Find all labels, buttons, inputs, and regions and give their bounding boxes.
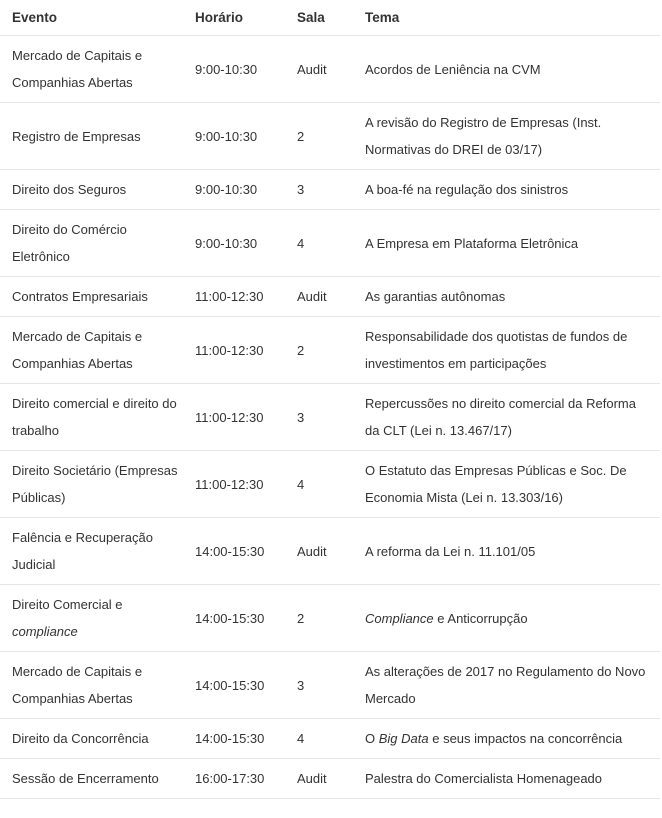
table-row [0,277,660,317]
horario-cell: 11:00-12:30 [183,317,285,384]
horario-cell: 14:00-15:30 [183,652,285,719]
table-row [0,384,660,451]
tema-text: e Anticorrupção [433,610,528,626]
tema-cell: A reforma da Lei n. 11.101/05 [353,518,660,585]
tema-cell: A boa-fé na regulação dos sinistros [353,170,660,210]
tema-cell [353,719,660,759]
sala-cell: 2 [285,585,353,652]
tema-cell: As garantias autônomas [353,277,660,317]
table-row [0,36,660,103]
tema-text-post: e seus impactos na concorrência [428,731,623,746]
header-horario: Horário [183,0,285,36]
header-evento: Evento [0,0,183,36]
sala-cell: 4 [285,210,353,277]
evento-cell: Contratos Empresariais [0,277,183,317]
horario-cell: 9:00-10:30 [183,103,285,170]
horario-cell: 11:00-12:30 [183,451,285,518]
header-tema: Tema [353,0,660,36]
sala-cell: 4 [285,451,353,518]
sala-cell: Audit [285,277,353,317]
evento-cell: Direito da Concorrência [0,719,183,759]
tema-cell: Acordos de Leniência na CVM [353,36,660,103]
horario-cell: 11:00-12:30 [183,277,285,317]
sala-cell: 3 [285,384,353,451]
sala-cell: Audit [285,759,353,799]
tema-cell: Repercussões no direito comercial da Reforma da CLT (Lei n. 13.467/17) [353,384,660,451]
evento-emphasis: compliance [12,624,78,639]
tema-emphasis: Big Data [378,731,429,746]
table-row [0,585,660,652]
tema-cell: As alterações de 2017 no Regulamento do Novo Mercado [353,652,660,719]
table-row [0,103,660,170]
tema-cell: O Estatuto das Empresas Públicas e Soc. De Economia Mista (Lei n. 13.303/16) [353,451,660,518]
sala-cell: 2 [285,317,353,384]
tema-cell: A revisão do Registro de Empresas (Inst. Normativas do DREI de 03/17) [353,103,660,170]
horario-cell: 9:00-10:30 [183,170,285,210]
evento-cell: Direito comercial e direito do trabalho [0,384,183,451]
evento-cell: Direito Societário (Empresas Públicas) [0,451,183,518]
evento-cell: Registro de Empresas [0,103,183,170]
horario-cell: 14:00-15:30 [183,585,285,652]
header-sala: Sala [285,0,353,36]
evento-cell: Mercado de Capitais e Companhias Abertas [0,36,183,103]
horario-cell: 16:00-17:30 [183,759,285,799]
horario-cell: 11:00-12:30 [183,384,285,451]
tema-cell [353,585,660,652]
table-row [0,170,660,210]
sala-cell: Audit [285,518,353,585]
table-row [0,759,660,799]
tema-cell: Responsabilidade dos quotistas de fundos de investimentos em participações [353,317,660,384]
table-row [0,451,660,518]
evento-cell: Falência e Recuperação Judicial [0,518,183,585]
evento-cell: Direito do Comércio Eletrônico [0,210,183,277]
evento-cell [0,585,183,652]
evento-text: Direito Comercial e [12,597,123,612]
sala-cell: Audit [285,36,353,103]
horario-cell: 9:00-10:30 [183,210,285,277]
tema-text-pre: O [365,731,379,746]
tema-cell: Palestra do Comercialista Homenageado [353,759,660,799]
header-row [0,0,660,36]
sala-cell: 4 [285,719,353,759]
table-row [0,652,660,719]
table-row [0,317,660,384]
evento-cell: Direito dos Seguros [0,170,183,210]
sala-cell: 3 [285,170,353,210]
sala-cell: 3 [285,652,353,719]
horario-cell: 14:00-15:30 [183,518,285,585]
table-row [0,518,660,585]
evento-cell: Mercado de Capitais e Companhias Abertas [0,317,183,384]
horario-cell: 9:00-10:30 [183,36,285,103]
evento-cell: Sessão de Encerramento [0,759,183,799]
horario-cell: 14:00-15:30 [183,719,285,759]
table-row [0,719,660,759]
sala-cell: 2 [285,103,353,170]
tema-cell: A Empresa em Plataforma Eletrônica [353,210,660,277]
evento-cell: Mercado de Capitais e Companhias Abertas [0,652,183,719]
tema-emphasis: Compliance [365,610,434,626]
table-row [0,210,660,277]
